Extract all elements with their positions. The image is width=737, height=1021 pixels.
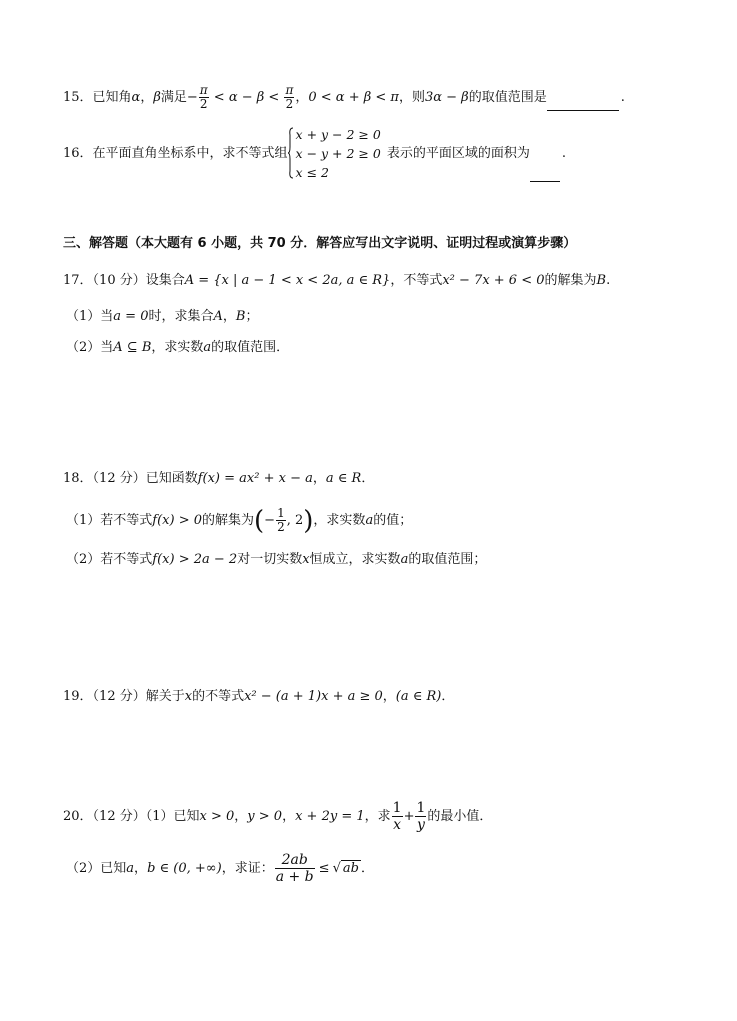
- q18-p1-b: 的解集为: [202, 513, 255, 528]
- q15-pi-over-2-right: [284, 84, 294, 111]
- q17-set-a: A = {x | a − 1 < x < 2a, a ∈ R}: [184, 273, 391, 288]
- q18-part-1: [66, 507, 412, 534]
- q20-p2-le: ≤: [318, 861, 330, 876]
- q20-p2-fraction: [275, 852, 315, 885]
- q17-p1-text: （1）当: [66, 309, 114, 324]
- q20-p2-rad: ab: [342, 861, 359, 876]
- q18-cond: a ∈ R: [325, 471, 362, 486]
- q17-p1-sep: ，: [222, 309, 236, 324]
- q18-p1-text: （1）若不等式: [66, 513, 153, 528]
- q15-pi-2: π: [285, 83, 294, 97]
- q19-cond: (a ∈ R): [395, 689, 442, 704]
- q15-pi-over-2-left: [199, 84, 209, 111]
- q20-s1: ，: [234, 809, 248, 824]
- q18-p1-ineq: f(x) > 0: [152, 513, 202, 528]
- q20-one-over-x: [392, 800, 403, 833]
- q16-answer-blank: [530, 167, 560, 182]
- q19-text-b: 的不等式: [192, 689, 245, 704]
- q20-fx: x: [393, 817, 402, 833]
- q20-p2-den: a + b: [275, 869, 314, 885]
- q20-c3: x + 2y = 1: [295, 809, 365, 824]
- q17-end: .: [606, 273, 611, 288]
- q20-text-b: ，求: [364, 809, 391, 824]
- q17-p2-end: 的取值范围．: [211, 340, 290, 355]
- q20-part-2: [66, 852, 374, 885]
- q18-p2-ineq: f(x) > 2a − 2: [152, 552, 238, 567]
- q20-p2-cond: b ∈ (0, +∞): [147, 861, 222, 876]
- question-19: [63, 688, 454, 706]
- q17-p2-text: （2）当: [66, 340, 114, 355]
- q20-p2-a: a: [126, 861, 135, 876]
- q17-p2-cond: A ⊆ B: [113, 340, 152, 355]
- q20-p2-num: 2ab: [281, 852, 308, 868]
- q16-ineq3: x ≤ 2: [295, 165, 329, 180]
- q16-end: .: [561, 146, 566, 161]
- q17-p2-b: ，求实数: [151, 340, 204, 355]
- q20-p2-sqrt: [333, 860, 361, 878]
- q15-text-e: 的取值范围是: [468, 90, 547, 105]
- question-20: [63, 800, 492, 833]
- sqrt-sign-icon: √: [332, 861, 341, 876]
- q15-text-d: ，则: [398, 90, 425, 105]
- q20-one-a: 1: [392, 800, 402, 816]
- q18-p1-a: a: [365, 513, 374, 528]
- q17-p2-a: a: [203, 340, 212, 355]
- question-17: [63, 272, 610, 290]
- brace-icon: [288, 127, 294, 179]
- q17-p1-a: A: [213, 309, 223, 324]
- q18-p1-c: ，求实数: [313, 513, 366, 528]
- q17-ineq: x² − 7x + 6 < 0: [442, 273, 545, 288]
- q15-text: 15．已知角: [63, 90, 132, 105]
- q15-expr: 3α − β: [424, 90, 469, 105]
- question-15: [63, 84, 625, 111]
- q15-sep: ，: [140, 90, 154, 105]
- q20-one-over-y: [415, 800, 426, 833]
- q19-x: x: [184, 689, 193, 704]
- q15-cond2: 0 < α + β < π: [308, 90, 399, 105]
- q18-end: ．: [361, 471, 375, 486]
- q18-p1-rparen: ): [303, 505, 314, 536]
- q15-two: 2: [199, 97, 208, 111]
- q15-mid: < α − β <: [209, 90, 284, 105]
- q18-p1-rest: , 2: [286, 513, 304, 528]
- q20-plus: +: [403, 809, 415, 824]
- q15-end: .: [620, 90, 625, 105]
- q19-ineq: x² − (a + 1)x + a ≥ 0: [244, 689, 383, 704]
- q15-two-2: 2: [285, 97, 294, 111]
- q18-text-b: ，: [312, 471, 326, 486]
- question-18: [63, 470, 374, 488]
- q18-p2-b: 对一切实数: [237, 552, 303, 567]
- q20-p2-sep: ，: [134, 861, 148, 876]
- q17-b: B: [596, 273, 607, 288]
- q16-text: 16．在平面直角坐标系中，求不等式组: [63, 146, 288, 161]
- q17-p1-b: 时，求集合: [148, 309, 214, 324]
- q18-text: 18．（12 分）已知函数: [63, 471, 198, 486]
- q15-alpha: α: [131, 90, 141, 105]
- q17-part-1: [66, 308, 258, 326]
- q20-text: 20．（12 分）（1）已知: [63, 809, 200, 824]
- q18-p1-half: [276, 507, 286, 534]
- q17-text-b: ，不等式: [390, 273, 443, 288]
- q17-text: 17．（10 分）设集合: [63, 273, 185, 288]
- q18-func: f(x) = ax² + x − a: [197, 471, 313, 486]
- q17-p1-end: ；: [245, 309, 259, 324]
- q19-text: 19．（12 分）解关于: [63, 689, 185, 704]
- q18-p2-x: x: [302, 552, 310, 567]
- q18-p2-text: （2）若不等式: [66, 552, 153, 567]
- q18-p1-num: 1: [277, 506, 285, 520]
- q19-text-c: ，: [382, 689, 396, 704]
- q18-part-2: [66, 551, 486, 569]
- question-16: [63, 125, 566, 182]
- q20-text-c: 的最小值．: [427, 809, 493, 824]
- q20-p2-text: （2）已知: [66, 861, 127, 876]
- q15-pi: π: [199, 83, 208, 97]
- q18-p2-end: 的取值范围；: [408, 552, 487, 567]
- q16-ineq1: x + y − 2 ≥ 0: [295, 127, 381, 142]
- q20-fy: y: [416, 817, 425, 833]
- q16-ineq2: x − y + 2 ≥ 0: [295, 146, 381, 161]
- q15-beta: β: [153, 90, 161, 105]
- q17-part-2: [66, 339, 289, 357]
- q15-text-c: ，: [295, 90, 309, 105]
- q18-p1-lparen: (: [254, 505, 265, 536]
- q20-c2: y > 0: [247, 809, 283, 824]
- q17-text-c: 的解集为: [544, 273, 597, 288]
- q17-p1-cond: a = 0: [113, 309, 149, 324]
- q18-p1-neg: −: [264, 513, 276, 528]
- q16-text-b: 表示的平面区域的面积为: [386, 146, 530, 161]
- q19-end: ．: [441, 689, 455, 704]
- q17-p1-bset: B: [235, 309, 246, 324]
- q20-p2-b: ，求证：: [221, 861, 274, 876]
- q15-neg: −: [186, 90, 198, 105]
- q15-text-b: 满足: [160, 90, 187, 105]
- q20-one-b: 1: [416, 800, 426, 816]
- q18-p1-end: 的值；: [373, 513, 413, 528]
- q18-p1-den: 2: [277, 520, 285, 534]
- q18-p2-a: a: [400, 552, 409, 567]
- q20-c1: x > 0: [199, 809, 235, 824]
- q16-inequality-system: [288, 125, 381, 182]
- q18-p2-c: 恒成立，求实数: [309, 552, 401, 567]
- q20-p2-end: ．: [360, 861, 374, 876]
- q15-answer-blank: [547, 96, 619, 111]
- section-3-title: 三、解答题（本大题有 6 小题，共 70 分．解答应写出文字说明、证明过程或演算步骤）: [63, 236, 577, 251]
- q20-s2: ，: [282, 809, 296, 824]
